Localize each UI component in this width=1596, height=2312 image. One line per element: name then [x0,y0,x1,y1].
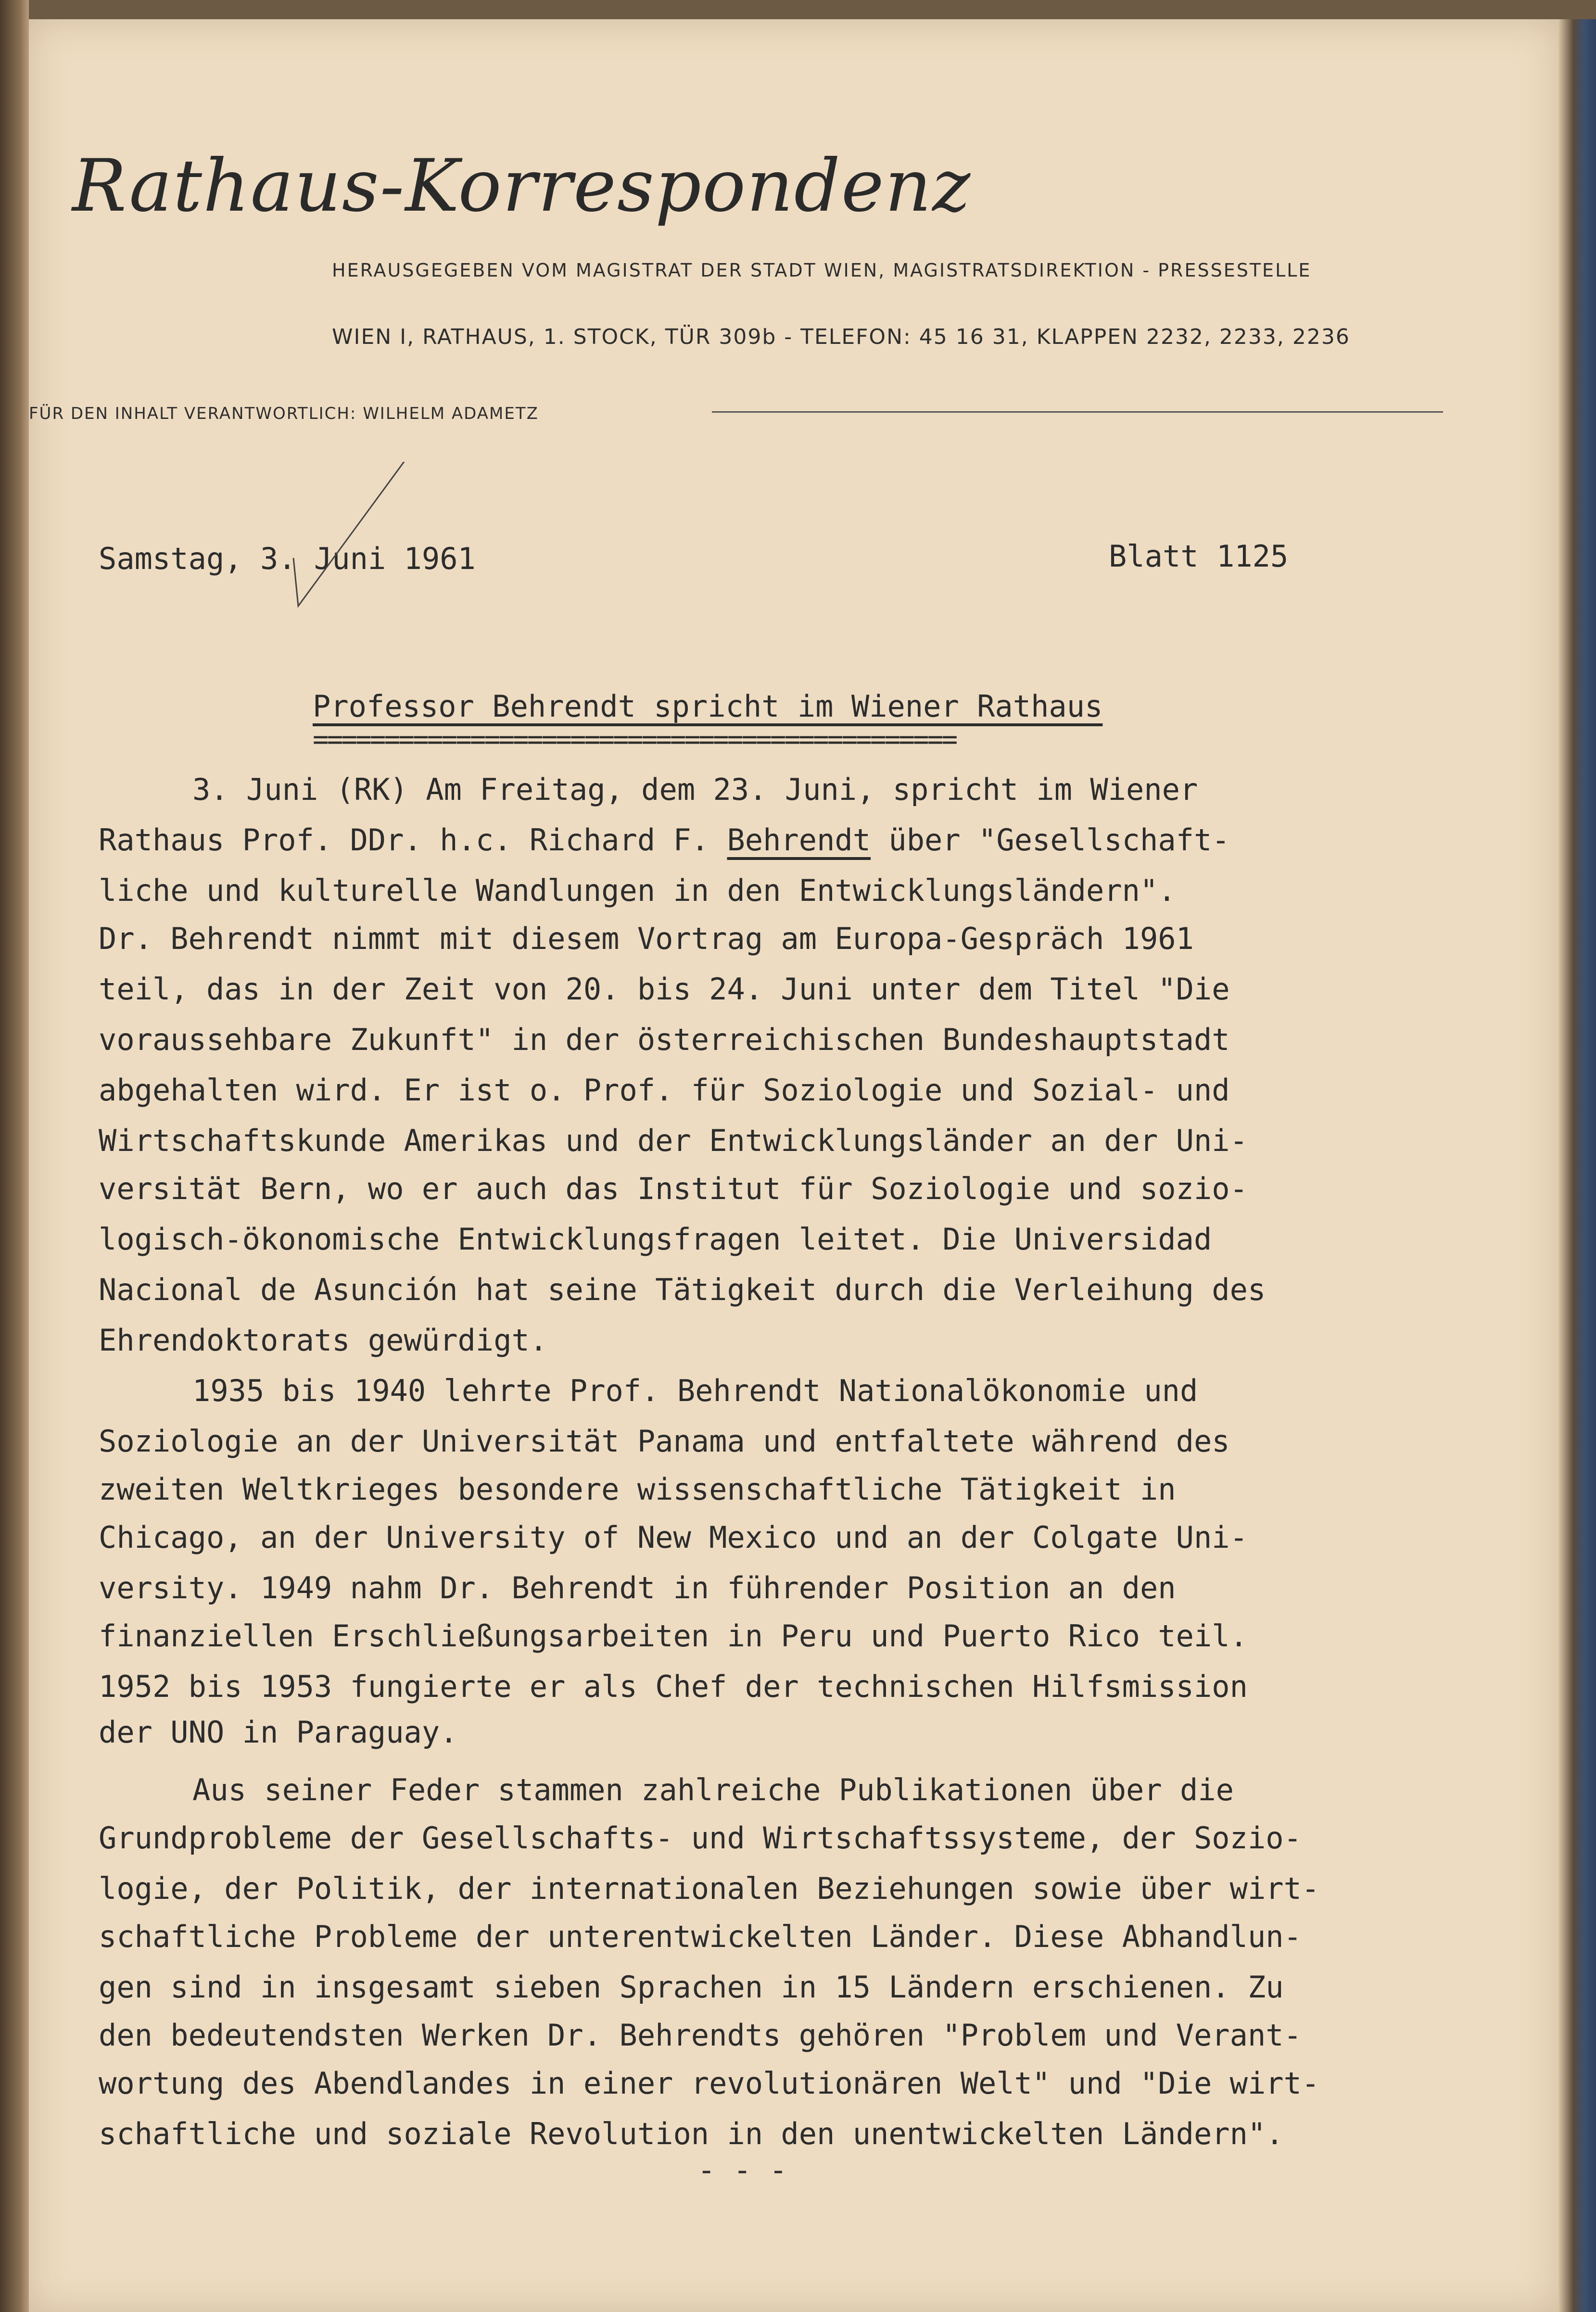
pencil-check-mark [284,462,409,616]
underlined-name: Behrendt [727,822,871,858]
book-spine-left [0,0,29,2312]
body-line: Grundprobleme der Gesellschafts- und Wirtschaftssysteme, der Sozio- [99,1820,1302,1856]
body-line: zweiten Weltkrieges besondere wissenschaftliche Tätigkeit in [99,1472,1176,1507]
document-page [29,19,1558,2312]
body-line: gen sind in insgesamt sieben Sprachen in 15 Ländern erschienen. Zu [99,1970,1284,2005]
body-line [99,822,1230,858]
body-line: Ehrendoktorats gewürdigt. [99,1323,548,1358]
body-line: Dr. Behrendt nimmt mit diesem Vortrag am Europa-Gespräch 1961 [99,921,1194,956]
body-line: abgehalten wird. Er ist o. Prof. für Soziologie und Sozial- und [99,1073,1230,1108]
body-line: Nacional de Asunción hat seine Tätigkeit durch die Verleihung des [99,1272,1266,1307]
body-line: voraussehbare Zukunft" in der österreichischen Bundeshauptstadt [99,1022,1230,1057]
masthead-title: Rathaus-Korrespondenz [72,144,972,228]
body-line: liche und kulturelle Wandlungen in den Entwicklungsländern". [99,873,1176,908]
body-text: über "Gesellschaft- [888,822,1230,858]
body-line: 1952 bis 1953 fungierte er als Chef der technischen Hilfsmission [99,1669,1248,1704]
sheet-number: Blatt 1125 [1109,539,1289,574]
closing-dashes: - - - [697,2152,787,2187]
body-line: logisch-ökonomische Entwicklungsfragen leitet. Die Universidad [99,1222,1212,1257]
body-line: wortung des Abendlandes in einer revolutionären Welt" und "Die wirt- [99,2066,1320,2101]
dateline: Samstag, 3. Juni 1961 [99,541,476,576]
body-line: teil, das in der Zeit von 20. bis 24. Juni unter dem Titel "Die [99,972,1230,1007]
body-text: Rathaus Prof. DDr. h.c. Richard F. [99,822,709,858]
body-line: 1935 bis 1940 lehrte Prof. Behrendt Nationalökonomie und [192,1373,1198,1408]
page-edge-right [1558,19,1596,2312]
body-line: 3. Juni (RK) Am Freitag, dem 23. Juni, spricht im Wiener [192,772,1198,807]
body-line: logie, der Politik, der internationalen Beziehungen sowie über wirt- [99,1871,1320,1906]
article-headline: Professor Behrendt spricht im Wiener Rathaus [313,689,1103,724]
body-line: Soziologie an der Universität Panama und entfaltete während des [99,1424,1230,1459]
body-line: Chicago, an der University of New Mexico und an der Colgate Uni- [99,1520,1248,1555]
headline-double-rule: ============================================= [313,724,956,755]
body-line: Wirtschaftskunde Amerikas und der Entwicklungsländer an der Uni- [99,1123,1248,1158]
responsible-line: FÜR DEN INHALT VERANTWORTLICH: WILHELM ADAMETZ [29,404,539,423]
body-line: versität Bern, wo er auch das Institut für Soziologie und sozio- [99,1171,1248,1206]
publisher-line: HERAUSGEGEBEN VOM MAGISTRAT DER STADT WIEN, MAGISTRATSDIREKTION - PRESSESTELLE [332,260,1312,281]
body-line: den bedeutendsten Werken Dr. Behrendts gehören "Problem und Verant- [99,2018,1302,2053]
body-line: finanziellen Erschließungsarbeiten in Peru und Puerto Rico teil. [99,1618,1248,1654]
body-line: Aus seiner Feder stammen zahlreiche Publikationen über die [192,1772,1234,1807]
responsible-rule [712,411,1443,413]
body-line: schaftliche und soziale Revolution in den unentwickelten Ländern". [99,2116,1284,2151]
body-line: der UNO in Paraguay. [99,1715,458,1750]
body-line: versity. 1949 nahm Dr. Behrendt in führender Position an den [99,1570,1176,1605]
body-line: schaftliche Probleme der unterentwickelten Länder. Diese Abhandlun- [99,1919,1302,1954]
address-line: WIEN I, RATHAUS, 1. STOCK, TÜR 309b - TELEFON: 45 16 31, KLAPPEN 2232, 2233, 2236 [332,325,1350,349]
